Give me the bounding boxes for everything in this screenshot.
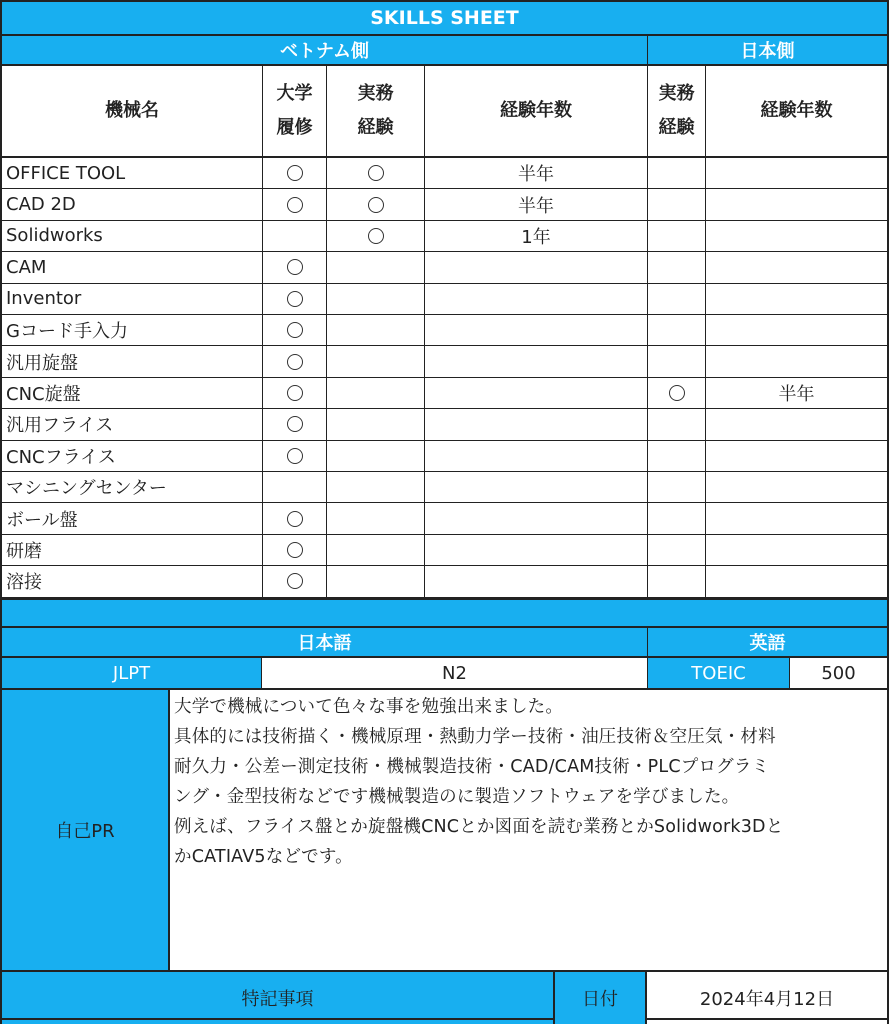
jp-practice-cell [648, 221, 706, 251]
self-pr-line: 例えば、フライス盤とか旋盤機CNCとか図面を読む業務とかSolidwork3Dと [174, 817, 784, 837]
table-row [2, 158, 887, 189]
table-row [2, 503, 887, 534]
circle-mark-icon [287, 573, 303, 589]
machine-name-cell-text: Inventor [6, 288, 82, 310]
university-cell [263, 189, 327, 219]
jp-practice-cell [648, 441, 706, 471]
table-row [2, 284, 887, 315]
col-machine-name-text: 機械名 [105, 100, 159, 121]
years-cell-text: 1年 [521, 226, 551, 248]
date-label-text: 日付 [582, 989, 618, 1010]
jp-practice-cell [648, 409, 706, 439]
jp-practice-cell [648, 535, 706, 565]
table-row [2, 252, 887, 283]
practice-cell [327, 409, 425, 439]
col-practice-wrap [358, 77, 394, 145]
university-cell [263, 472, 327, 502]
toeic-label [648, 658, 790, 688]
university-cell [263, 441, 327, 471]
circle-mark-icon [287, 197, 303, 213]
practice-cell [327, 472, 425, 502]
self-pr-line: ング・金型技術などです機械製造のに製造ソフトウェアを学びました。 [174, 787, 740, 807]
circle-mark-icon [287, 542, 303, 558]
university-cell [263, 346, 327, 376]
col-years-text: 経験年数 [500, 100, 572, 121]
machine-name-cell-text: 汎用旋盤 [6, 352, 78, 374]
machine-name-cell [2, 378, 263, 408]
practice-cell [327, 535, 425, 565]
circle-mark-icon [287, 322, 303, 338]
years-cell [425, 252, 648, 282]
circle-mark-icon [669, 385, 685, 401]
university-cell [263, 378, 327, 408]
jp-years-cell [706, 503, 887, 533]
jp-years-cell [706, 252, 887, 282]
university-cell [263, 535, 327, 565]
date-value [647, 972, 887, 1024]
japanese-language-header [2, 628, 648, 656]
col-jp-years-text: 経験年数 [760, 100, 833, 121]
practice-cell [327, 189, 425, 219]
jp-practice-cell [648, 378, 706, 408]
col-practice-line2: 経験 [357, 117, 394, 138]
japanese-language-header-text: 日本語 [297, 633, 352, 654]
machine-name-cell [2, 472, 263, 502]
sheet-title [2, 2, 887, 34]
toeic-value-text: 500 [821, 662, 856, 684]
jlpt-value [262, 658, 648, 688]
jlpt-label [2, 658, 262, 688]
machine-name-cell [2, 284, 263, 314]
jp-years-cell-text: 半年 [778, 383, 815, 405]
practice-cell [327, 158, 425, 188]
circle-mark-icon [368, 165, 384, 181]
jp-practice-cell [648, 566, 706, 596]
japan-side-header-text: 日本側 [740, 41, 795, 62]
column-header-row [2, 66, 887, 158]
notes-label [2, 972, 555, 1024]
circle-mark-icon [287, 354, 303, 370]
jp-practice-cell [648, 158, 706, 188]
col-jp-practice-line1: 実務 [658, 83, 695, 104]
footer-row [2, 972, 887, 1024]
years-cell-text: 半年 [518, 195, 554, 217]
col-practice-line1: 実務 [357, 83, 394, 104]
university-cell [263, 503, 327, 533]
table-row [2, 472, 887, 503]
years-cell [425, 503, 648, 533]
col-university-line2: 履修 [276, 117, 313, 138]
years-cell [425, 189, 648, 219]
university-cell [263, 221, 327, 251]
jp-years-cell [706, 346, 887, 376]
footer-divider [2, 1018, 555, 1020]
circle-mark-icon [368, 228, 384, 244]
practice-cell [327, 252, 425, 282]
practice-cell [327, 221, 425, 251]
english-language-header [648, 628, 887, 656]
machine-name-cell [2, 221, 263, 251]
jlpt-value-text: N2 [442, 662, 467, 684]
years-cell [425, 346, 648, 376]
machine-name-cell [2, 566, 263, 596]
jp-years-cell [706, 441, 887, 471]
circle-mark-icon [287, 448, 303, 464]
col-jp-practice-wrap [659, 77, 695, 145]
university-cell [263, 409, 327, 439]
years-cell [425, 472, 648, 502]
machine-name-cell-text: 研磨 [6, 540, 42, 562]
machine-name-cell-text: Gコード手入力 [6, 321, 128, 343]
circle-mark-icon [287, 416, 303, 432]
machine-name-cell [2, 315, 263, 345]
table-row [2, 409, 887, 440]
date-label [555, 972, 647, 1024]
vietnam-side-header [2, 36, 648, 64]
university-cell [263, 284, 327, 314]
title-bar [2, 0, 887, 36]
circle-mark-icon [287, 165, 303, 181]
circle-mark-icon [287, 511, 303, 527]
machine-name-cell-text: CNC旋盤 [6, 383, 81, 405]
self-pr-label-text: 自己PR [55, 821, 115, 842]
circle-mark-icon [368, 197, 384, 213]
circle-mark-icon [287, 385, 303, 401]
date-value-text: 2024年4月12日 [699, 989, 835, 1010]
jp-years-cell [706, 315, 887, 345]
table-row [2, 535, 887, 566]
jlpt-label-text: JLPT [112, 662, 151, 684]
machine-name-cell [2, 158, 263, 188]
jp-years-cell [706, 378, 887, 408]
machine-name-cell-text: ボール盤 [6, 509, 78, 531]
practice-cell [327, 566, 425, 596]
jp-practice-cell [648, 252, 706, 282]
col-university [263, 66, 327, 156]
jp-years-cell [706, 535, 887, 565]
jp-practice-cell [648, 472, 706, 502]
table-row [2, 315, 887, 346]
jp-years-cell [706, 409, 887, 439]
col-university-line1: 大学 [276, 83, 313, 104]
circle-mark-icon [287, 259, 303, 275]
university-cell [263, 566, 327, 596]
jp-years-cell [706, 472, 887, 502]
self-pr-paragraph [174, 692, 783, 872]
self-pr-text [170, 690, 887, 970]
machine-name-cell-text: CAD 2D [6, 194, 76, 216]
notes-label-text: 特記事項 [241, 989, 314, 1010]
table-row [2, 378, 887, 409]
toeic-label-text: TOEIC [691, 662, 746, 684]
jp-practice-cell [648, 284, 706, 314]
practice-cell [327, 315, 425, 345]
machine-name-cell [2, 535, 263, 565]
jp-years-cell [706, 189, 887, 219]
self-pr-line: かCATIAV5などです。 [174, 847, 353, 867]
years-cell [425, 378, 648, 408]
machine-name-cell [2, 252, 263, 282]
self-pr-line: 大学で機械について色々な事を勉強出来ました。 [174, 697, 564, 717]
circle-mark-icon [287, 291, 303, 307]
spacer-band [2, 598, 887, 628]
years-cell [425, 409, 648, 439]
jp-years-cell [706, 566, 887, 596]
self-pr-line: 耐久力・公差ー測定技術・機械製造技術・CAD/CAM技術・PLCプログラミ [174, 757, 770, 777]
machine-name-cell [2, 346, 263, 376]
years-cell-text: 半年 [518, 164, 554, 186]
english-language-header-text: 英語 [749, 633, 786, 654]
jp-practice-cell [648, 346, 706, 376]
col-jp-practice [648, 66, 706, 156]
language-value-row [2, 658, 887, 690]
years-cell [425, 315, 648, 345]
col-jp-practice-line2: 経験 [658, 117, 695, 138]
table-row [2, 441, 887, 472]
col-jp-years [706, 66, 887, 156]
practice-cell [327, 284, 425, 314]
machine-name-cell-text: CAM [6, 256, 47, 278]
jp-years-cell [706, 284, 887, 314]
section-header-row [2, 36, 887, 66]
japan-side-header [648, 36, 887, 64]
university-cell [263, 315, 327, 345]
footer-divider-right [647, 1018, 887, 1020]
practice-cell [327, 346, 425, 376]
university-cell [263, 252, 327, 282]
years-cell [425, 535, 648, 565]
table-row [2, 189, 887, 220]
col-years [425, 66, 648, 156]
self-pr-line: 具体的には技術描く・機械原理・熱動力学ー技術・油圧技術＆空圧気・材料 [174, 727, 776, 747]
machine-name-cell-text: CNCフライス [6, 446, 116, 468]
table-row [2, 221, 887, 252]
machine-name-cell [2, 409, 263, 439]
practice-cell [327, 441, 425, 471]
table-row [2, 346, 887, 377]
self-pr-label [2, 690, 170, 970]
years-cell [425, 284, 648, 314]
col-practice [327, 66, 425, 156]
sheet-title-text: SKILLS SHEET [370, 7, 519, 29]
years-cell [425, 158, 648, 188]
jp-practice-cell [648, 503, 706, 533]
machine-name-cell-text: マシニングセンター [6, 478, 167, 500]
years-cell [425, 221, 648, 251]
jp-years-cell [706, 158, 887, 188]
machine-name-cell-text: 汎用フライス [6, 415, 114, 437]
machine-name-cell [2, 503, 263, 533]
col-university-wrap [277, 77, 313, 145]
machine-name-cell-text: Solidworks [6, 225, 103, 247]
jp-years-cell [706, 221, 887, 251]
toeic-value [790, 658, 887, 688]
col-machine-name [2, 66, 263, 156]
jp-practice-cell [648, 315, 706, 345]
machine-name-cell-text: 溶接 [6, 572, 42, 594]
years-cell [425, 566, 648, 596]
years-cell [425, 441, 648, 471]
practice-cell [327, 503, 425, 533]
vietnam-side-header-text: ベトナム側 [279, 41, 370, 62]
language-header-row [2, 628, 887, 658]
machine-name-cell [2, 189, 263, 219]
self-pr-section [2, 690, 887, 972]
table-row [2, 566, 887, 597]
university-cell [263, 158, 327, 188]
practice-cell [327, 378, 425, 408]
machine-name-cell-text: OFFICE TOOL [6, 162, 126, 184]
machine-name-cell [2, 441, 263, 471]
jp-practice-cell [648, 189, 706, 219]
